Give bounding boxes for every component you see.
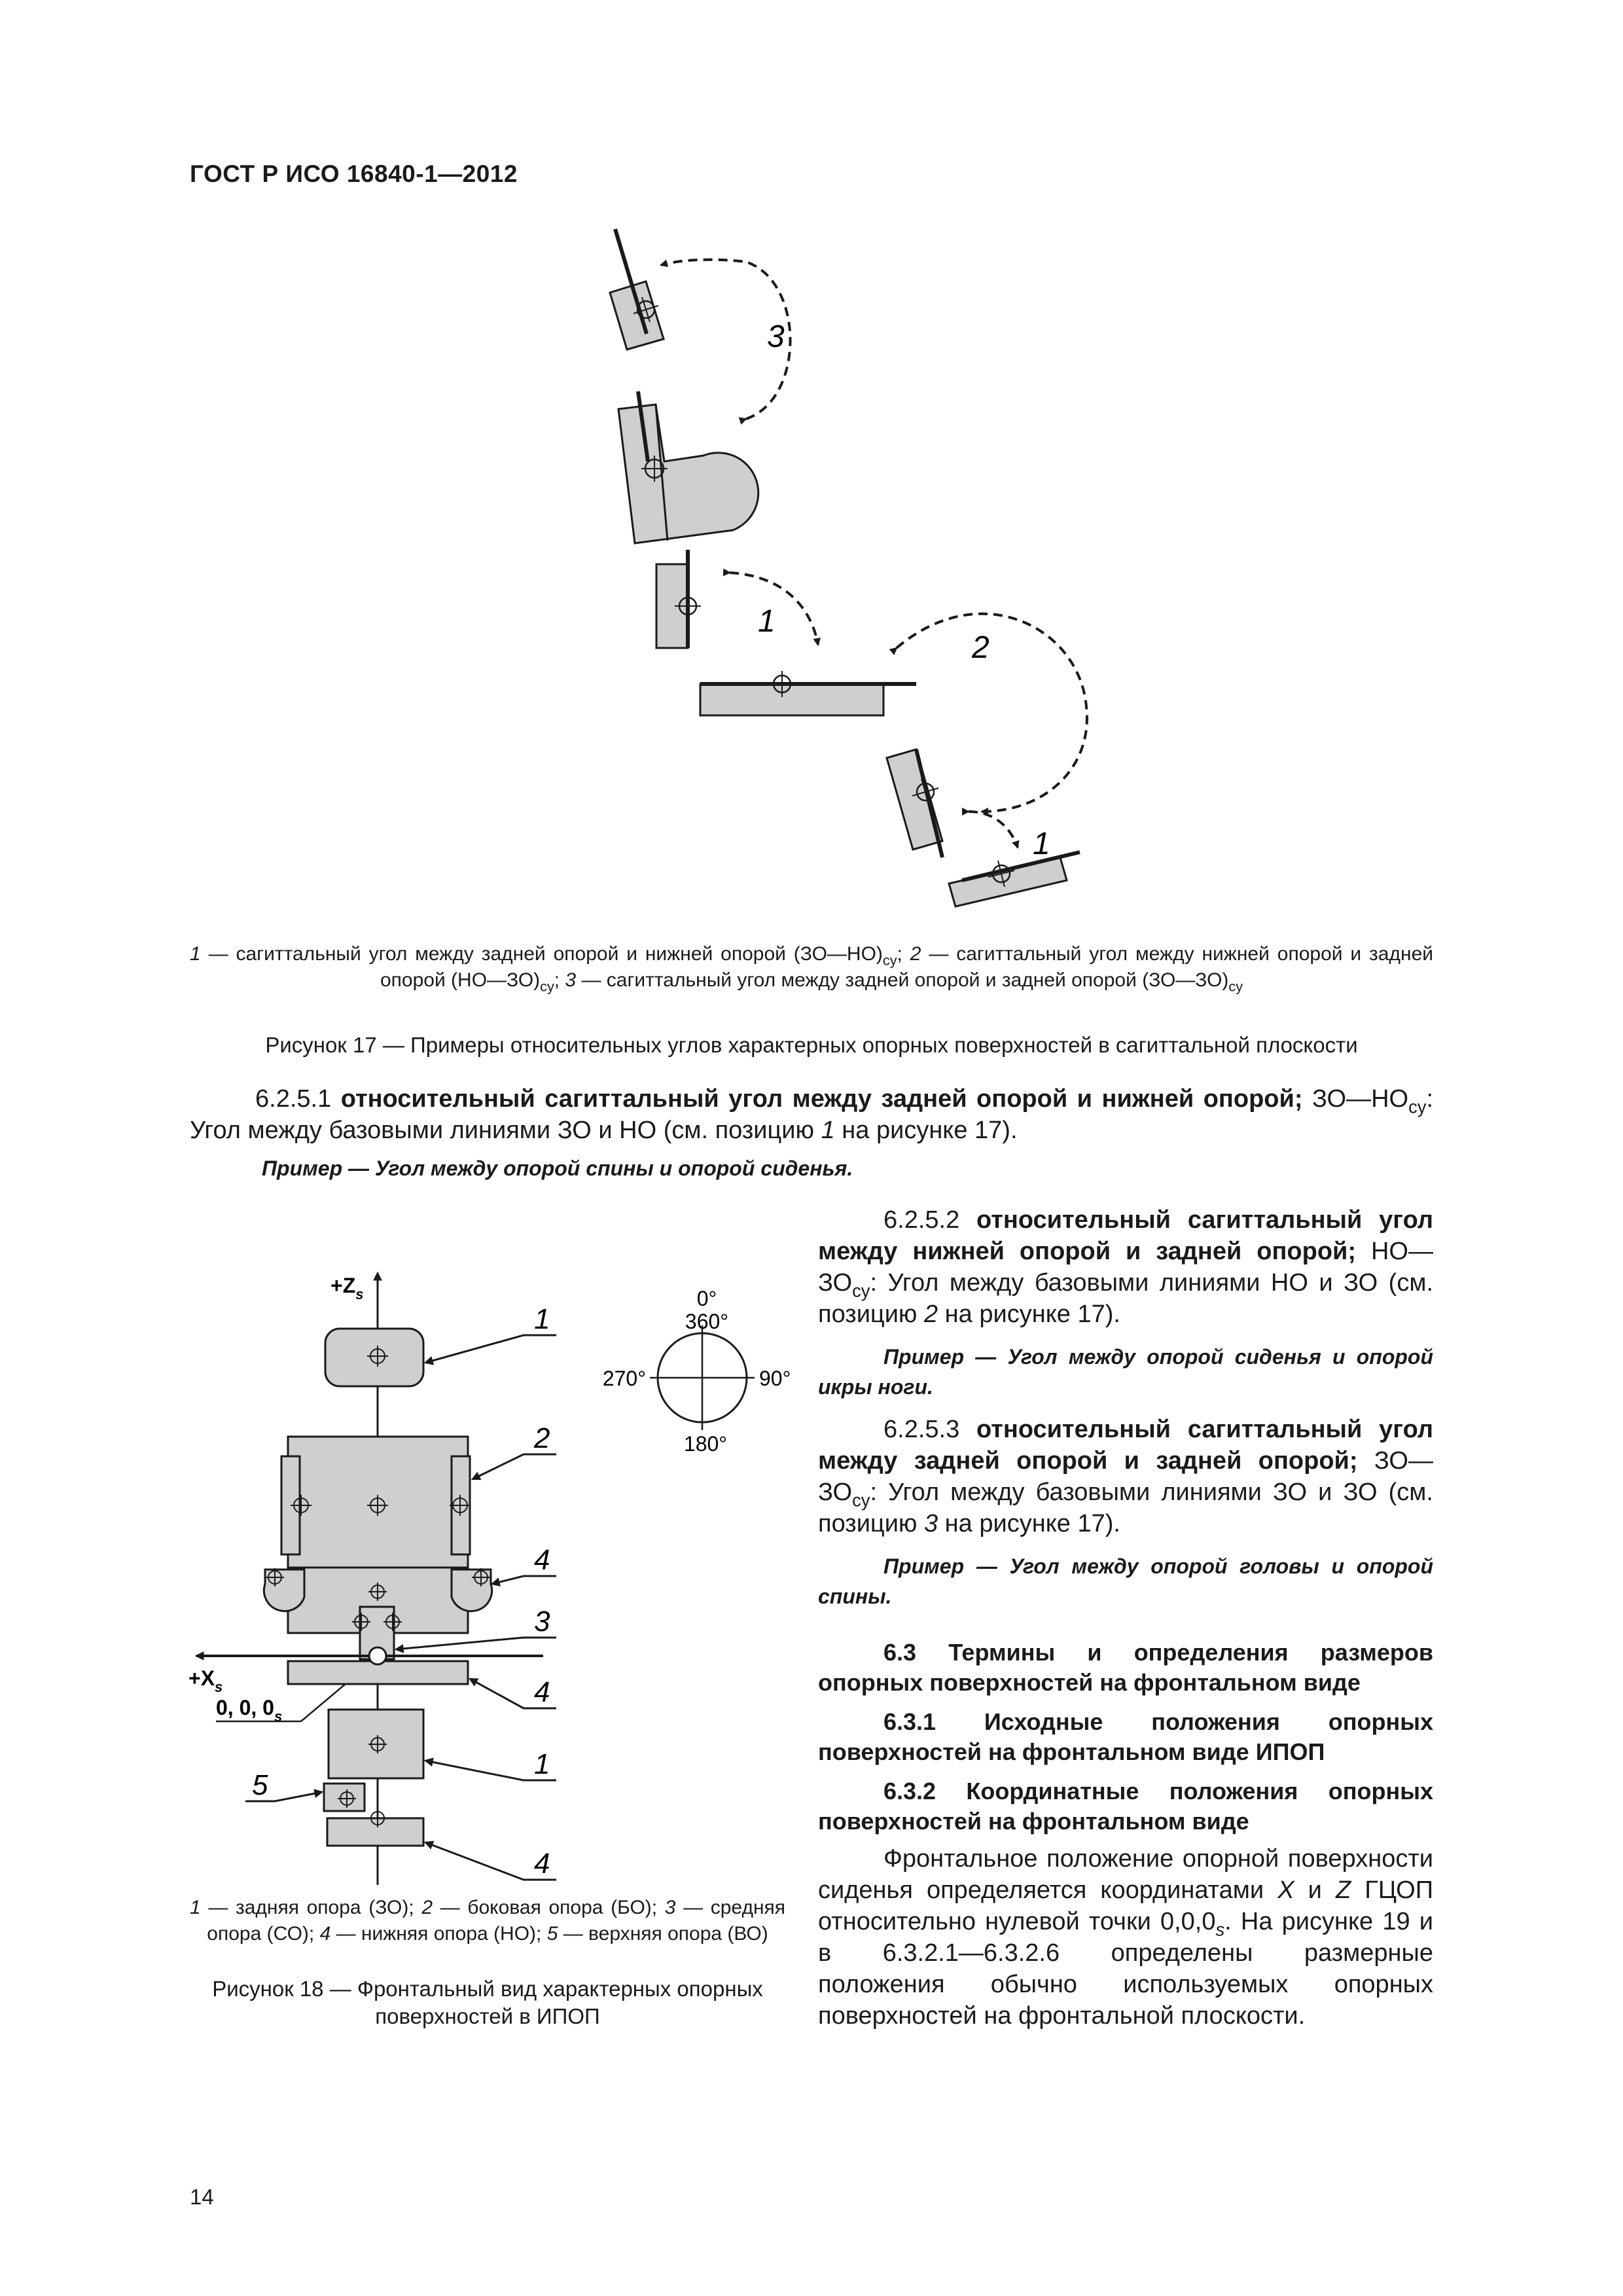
paragraph-6-2-5-1: 6.2.5.1 относительный сагиттальный угол между задней опорой и нижней опорой; $ЗО—НО_{су}$: Угол между базовыми линиями ЗО и НО (см. позицию 1 на рисунке 17). [190,1085,1434,1144]
origin-point [369,1647,386,1664]
fig17-label-2: 2 [972,630,990,665]
origin-label: 0, 0, $0_s$ [216,1696,283,1725]
fig18-callout-4b: 4 [534,1676,550,1708]
fig18-head-support [325,1329,423,1386]
svg-text:0°: 0° [696,1287,717,1310]
fig18-hip-left [264,1570,304,1611]
x-axis-label: $+X_s$ [188,1666,223,1695]
paragraph-6-2-5-3: 6.2.5.3 относительный сагиттальный угол между задней опорой и задней опорой; $ЗО—ЗО_{су}$: Угол между базовыми линиями ЗО и ЗО (см. позицию 3 на рисунке 17). [818,1416,1434,1537]
svg-text:360°: 360° [685,1310,729,1333]
fig17-foot-support [949,852,1080,906]
figure-18-caption: Рисунок 18 — Фронтальный вид характерных опорных поверхностей в ИПОП [212,1977,763,2028]
fig17-label-1: 1 [758,604,776,639]
fig18-callout-2: 2 [534,1422,550,1454]
fig18-angle-dial [603,1287,791,1456]
document-header: ГОСТ Р ИСО 16840-1—2012 [190,160,518,187]
svg-text:180°: 180° [683,1432,728,1456]
fig18-seat [288,1661,468,1684]
fig18-lateral-right [452,1456,470,1554]
section-6-3-2-heading: 6.3.2 Координатные положения опорных поверхностей на фронтальном виде [818,1778,1433,1835]
fig18-hip-right [452,1570,492,1611]
fig17-calf-support [887,749,942,857]
figure-18-legend: 1 — задняя опора (ЗО); 2 — боковая опора (БО); 3 — средняя опора (СО); 4 — нижняя опора (НО); 5 — верхняя опора (ВО) [190,1897,786,1945]
fig18-callout-5: 5 [252,1769,268,1801]
page-number: 14 [190,2185,214,2209]
fig18-pelvic-support [288,1568,468,1633]
figure-17-legend: 1 — сагиттальный угол между задней опорой и нижней опорой $(ЗО—НО)_{су}$; 2 — сагиттальный угол между нижней опорой и задней опорой $(НО—ЗО)_{су}$; 3 — сагиттальный угол между задней опорой и задней опорой $(ЗО—ЗО)_{су}$ [190,943,1434,995]
fig18-callout-3: 3 [534,1605,550,1638]
fig18-lateral-left [281,1456,300,1554]
fig18-callout-4a: 4 [534,1544,550,1576]
section-6-3-1-heading: 6.3.1 Исходные положения опорных поверхностей на фронтальном виде ИПОП [818,1708,1433,1765]
svg-text:270°: 270° [602,1367,646,1390]
fig18-upper-support [324,1784,365,1811]
paragraph-6-3-2: Фронтальное положение опорной поверхности сиденья определяется координатами X и Z ГЦОП относительно нулевой точки $0,0,0_s$. На рисунке 19 и в 6.3.2.1—6.3.2.6 определены размерные положения обычно используемых опорных поверхностей на фронтальной плоскости. [818,1845,1434,2030]
fig18-middle-support [360,1607,394,1659]
fig18-foot-support [327,1818,423,1846]
paragraph-6-2-5-2: 6.2.5.2 относительный сагиттальный угол между нижней опорой и задней опорой; $НО—ЗО_{су}$: Угол между базовыми линиями НО и ЗО (см. позицию 2 на рисунке 17). [818,1206,1434,1328]
fig17-seat [700,671,916,715]
svg-text:90°: 90° [759,1367,791,1390]
fig18-callout-1: 1 [534,1303,550,1335]
figure-17-diagram [0,0,1623,942]
fig18-trunk-support [288,1437,468,1568]
fig17-label-1b: 1 [1033,827,1050,861]
figure-17-caption: Рисунок 17 — Примеры относительных углов характерных опорных поверхностей в сагиттальной плоскости [265,1033,1358,1057]
fig17-backrest [656,550,701,648]
right-column [818,1204,1433,2032]
section-6-3-heading: 6.3 Термины и определения размеров опорных поверхностей на фронтальном виде [818,1639,1433,1696]
fig18-callout-1b: 1 [534,1748,550,1780]
fig17-headrest [610,229,664,350]
fig18-leg-support [329,1710,423,1778]
example-6-2-5-1: Пример — Угол между опорой спины и опорой сиденья. [262,1157,853,1180]
fig18-target-marks [266,1346,490,1827]
fig17-arc-1-lower [969,812,1018,848]
example-6-2-5-3: Пример — Угол между опорой головы и опорой спины. [818,1554,1433,1608]
fig18-callout-leaders [245,1335,556,1880]
fig18-callout-4c: 4 [534,1848,550,1880]
fig17-back-and-seat [618,391,758,543]
fig17-label-3: 3 [767,319,785,354]
z-axis-label: $+Z_s$ [330,1274,364,1302]
origin-leader-diag [301,1662,371,1721]
example-6-2-5-2: Пример — Угол между опорой сиденья и опорой икры ноги. [818,1345,1433,1399]
